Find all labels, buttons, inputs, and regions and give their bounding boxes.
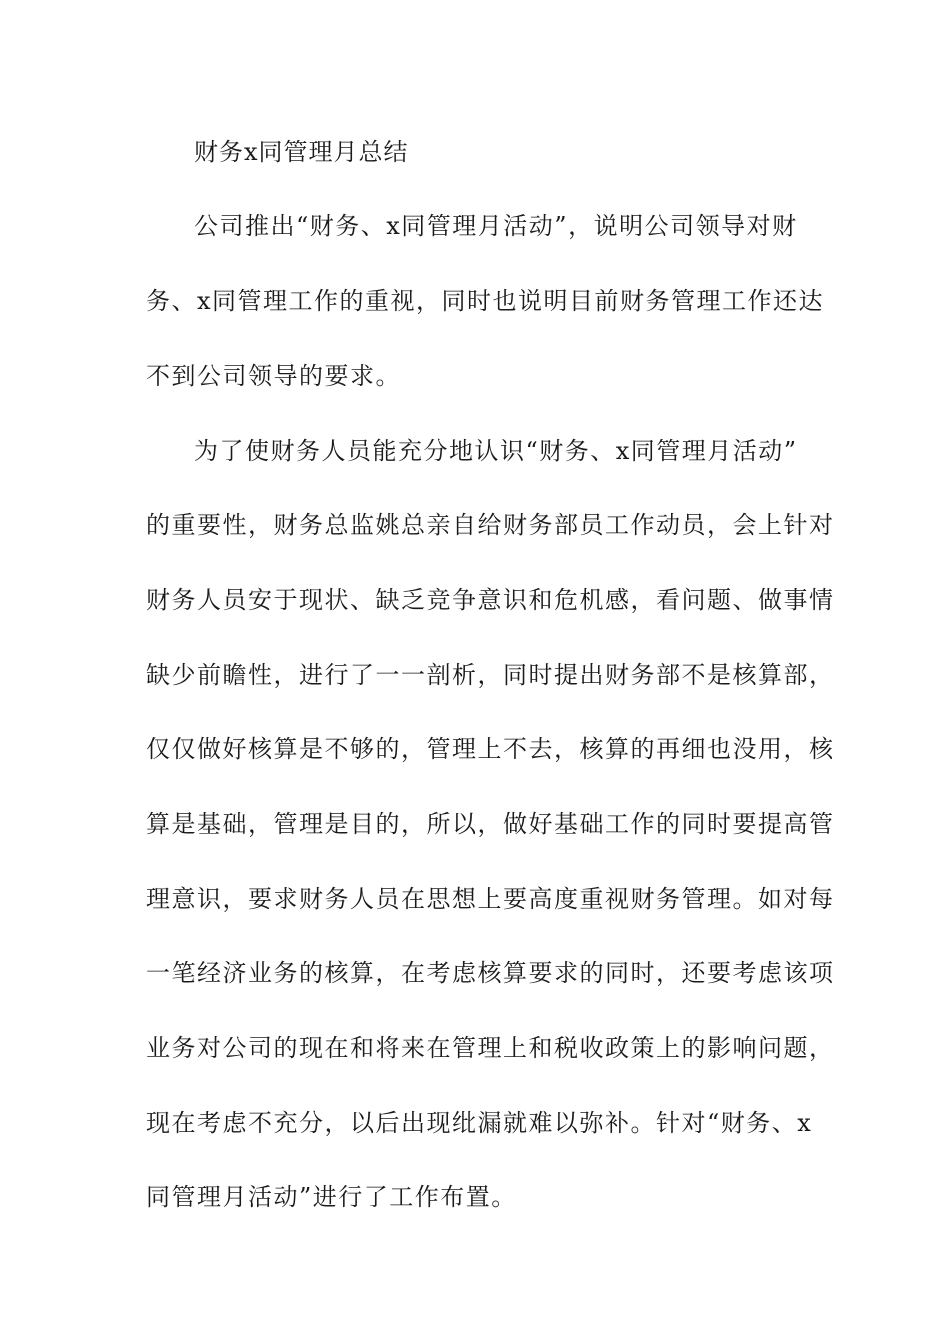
paragraph-line: 为了使财务人员能充分地认识“财务、x同管理月活动” — [194, 437, 798, 465]
paragraph-line: 仅仅做好核算是不够的，管理上不去，核算的再细也没用，核 — [146, 735, 835, 763]
paragraph-line: 业务对公司的现在和将来在管理上和税收政策上的影响问题， — [146, 1034, 835, 1062]
paragraph-line: 财务人员安于现状、缺乏竞争意识和危机感，看问题、做事情 — [146, 586, 835, 614]
paragraph-line: 缺少前瞻性，进行了一一剖析，同时提出财务部不是核算部， — [146, 661, 835, 689]
paragraph-line: 的重要性，财务总监姚总亲自给财务部员工作动员，会上针对 — [146, 511, 835, 539]
paragraph-line: 算是基础，管理是目的，所以，做好基础工作的同时要提高管 — [146, 810, 835, 838]
document-title: 财务x同管理月总结 — [194, 138, 409, 166]
paragraph-line: 务、x同管理工作的重视，同时也说明目前财务管理工作还达 — [146, 287, 825, 315]
paragraph-line: 一笔经济业务的核算，在考虑核算要求的同时，还要考虑该项 — [146, 959, 835, 987]
paragraph-line: 现在考虑不充分，以后出现纰漏就难以弥补。针对“财务、x — [146, 1109, 813, 1137]
paragraph-line: 不到公司领导的要求。 — [146, 362, 401, 390]
paragraph-line: 理意识，要求财务人员在思想上要高度重视财务管理。如对每 — [146, 885, 835, 913]
paragraph-line: 同管理月活动”进行了工作布置。 — [146, 1183, 517, 1211]
paragraph-line: 公司推出“财务、x同管理月活动”，说明公司领导对财 — [194, 212, 798, 240]
